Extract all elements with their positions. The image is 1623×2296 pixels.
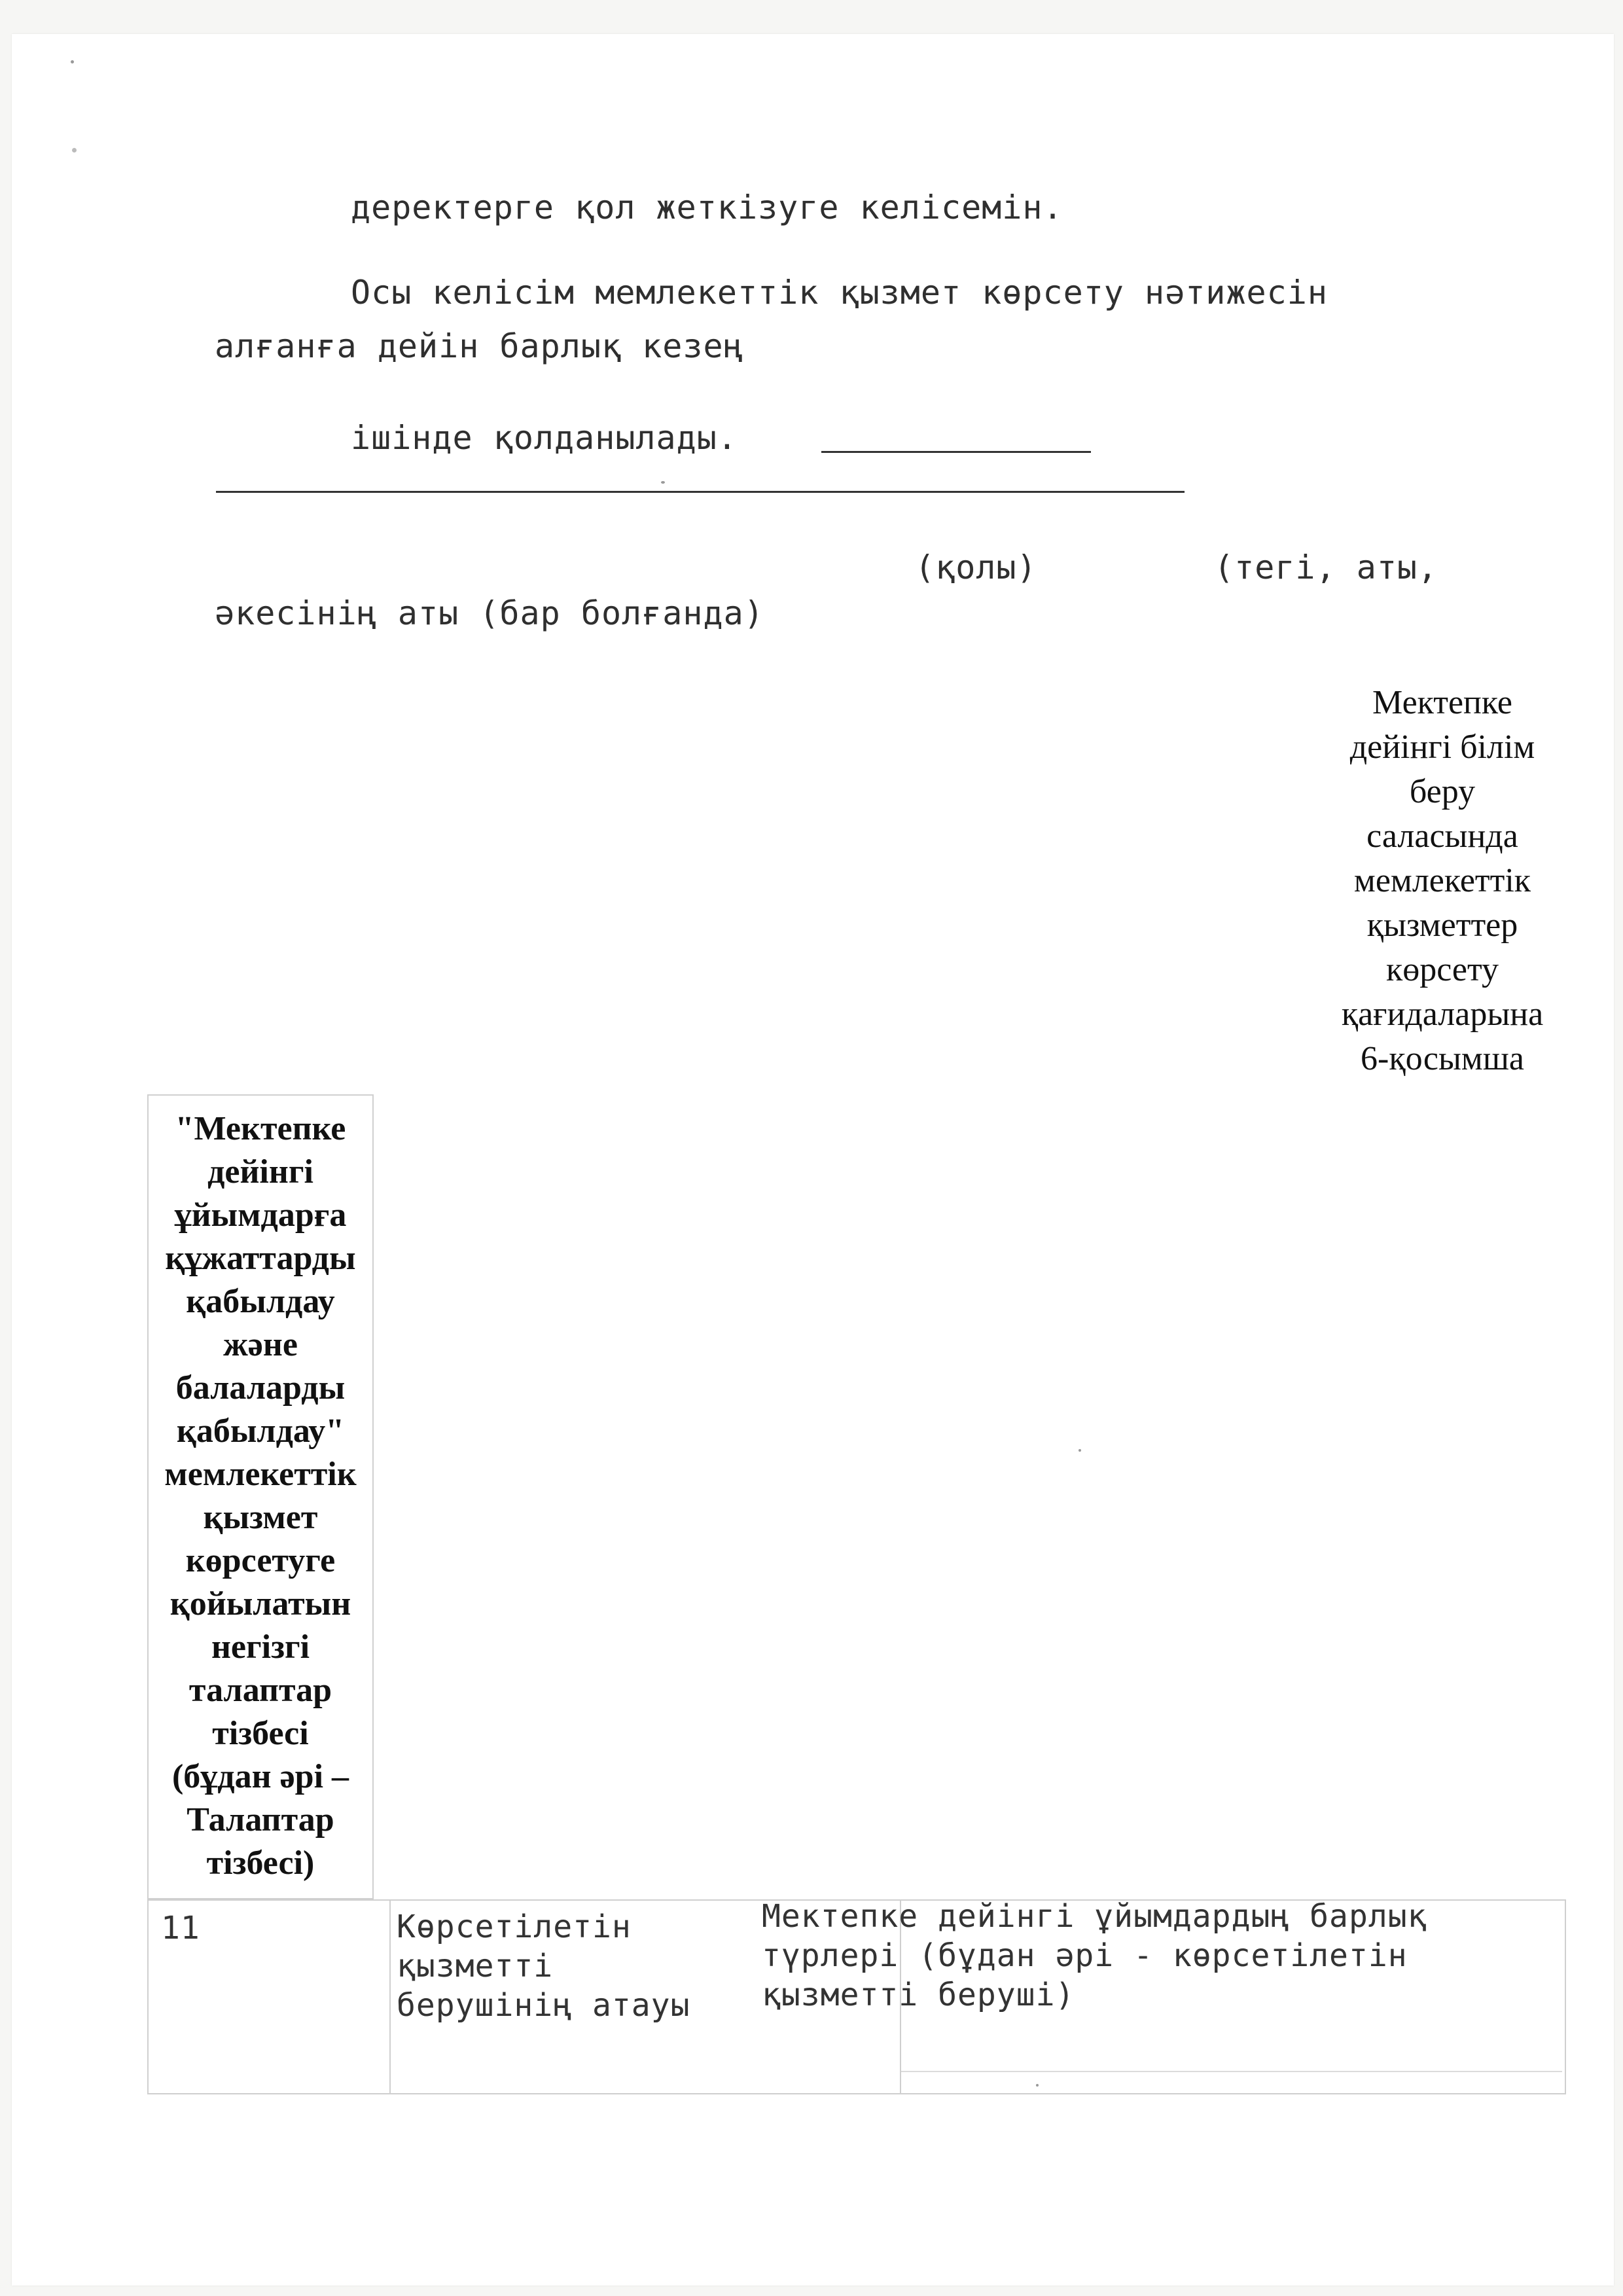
table-row-name: Көрсетілетін қызметті берушінің атауы [397, 1909, 690, 2024]
scan-speck [661, 481, 665, 484]
appendix-note-line: дейінгі білім [1349, 728, 1535, 766]
table-inner-rule [901, 2071, 1562, 2072]
title-line: негізгі [211, 1628, 310, 1666]
scan-speck [72, 148, 77, 152]
title-line: "Мектепке [175, 1110, 346, 1147]
title-line: тізбесі) [206, 1844, 315, 1882]
appendix-note-line: қағидаларына [1341, 996, 1544, 1033]
title-line: қабылдау" [176, 1412, 345, 1450]
title-line: дейінгі [207, 1153, 313, 1191]
scan-speck [71, 60, 74, 63]
title-line: қойылатын [169, 1585, 351, 1623]
appendix-note-line: Мектепке [1372, 684, 1512, 721]
title-line: және [223, 1326, 298, 1363]
consent-line-3: алғанға дейін барлық кезең [215, 327, 744, 365]
title-line: тізбесі [212, 1715, 309, 1752]
consent-line-4: ішінде қолданылады. [351, 419, 738, 457]
scan-speck [1036, 2084, 1039, 2087]
appendix-note-line: мемлекеттік [1353, 862, 1531, 899]
title-line: талаптар [188, 1672, 332, 1709]
title-line: құжаттарды [165, 1240, 356, 1277]
appendix-note-line: беру [1409, 773, 1476, 810]
appendix-note [1318, 681, 1567, 1081]
table-row-value: Мектепке дейінгі ұйымдардың барлық түрлері (бұдан әрі - көрсетілетін қызметті беруші) [762, 1898, 1427, 2013]
standard-title-cell [147, 1094, 374, 1899]
consent-line-2: Осы келісім мемлекеттік қызмет көрсету нәтижесін [351, 274, 1328, 312]
appendix-note-line: қызметтер [1366, 906, 1518, 944]
title-line: қызмет [203, 1499, 318, 1536]
title-line: (бұдан әрі – [171, 1758, 349, 1795]
scan-speck [1079, 1449, 1081, 1452]
title-line: мемлекеттік [164, 1456, 357, 1493]
title-line: Талаптар [187, 1801, 334, 1839]
title-line: қабылдау [186, 1283, 335, 1320]
consent-line-1: деректерге қол жеткізуге келісемін. [351, 188, 1063, 226]
title-line: ұйымдарға [174, 1196, 347, 1234]
appendix-note-line: көрсету [1385, 951, 1499, 988]
label-fullname-cont: әкесінің аты (бар болғанда) [215, 594, 764, 632]
title-line: көрсетуге [185, 1542, 336, 1579]
appendix-note-line: 6-қосымша [1361, 1040, 1524, 1077]
signature-short-rule [821, 451, 1091, 453]
signature-long-rule [216, 491, 1185, 493]
label-signature: (қолы) [915, 548, 1037, 586]
label-fullname: (тегі, аты, [1214, 548, 1438, 586]
appendix-note-line: саласында [1366, 817, 1518, 855]
table-row-number: 11 [161, 1910, 200, 1946]
title-line: балаларды [175, 1369, 346, 1407]
